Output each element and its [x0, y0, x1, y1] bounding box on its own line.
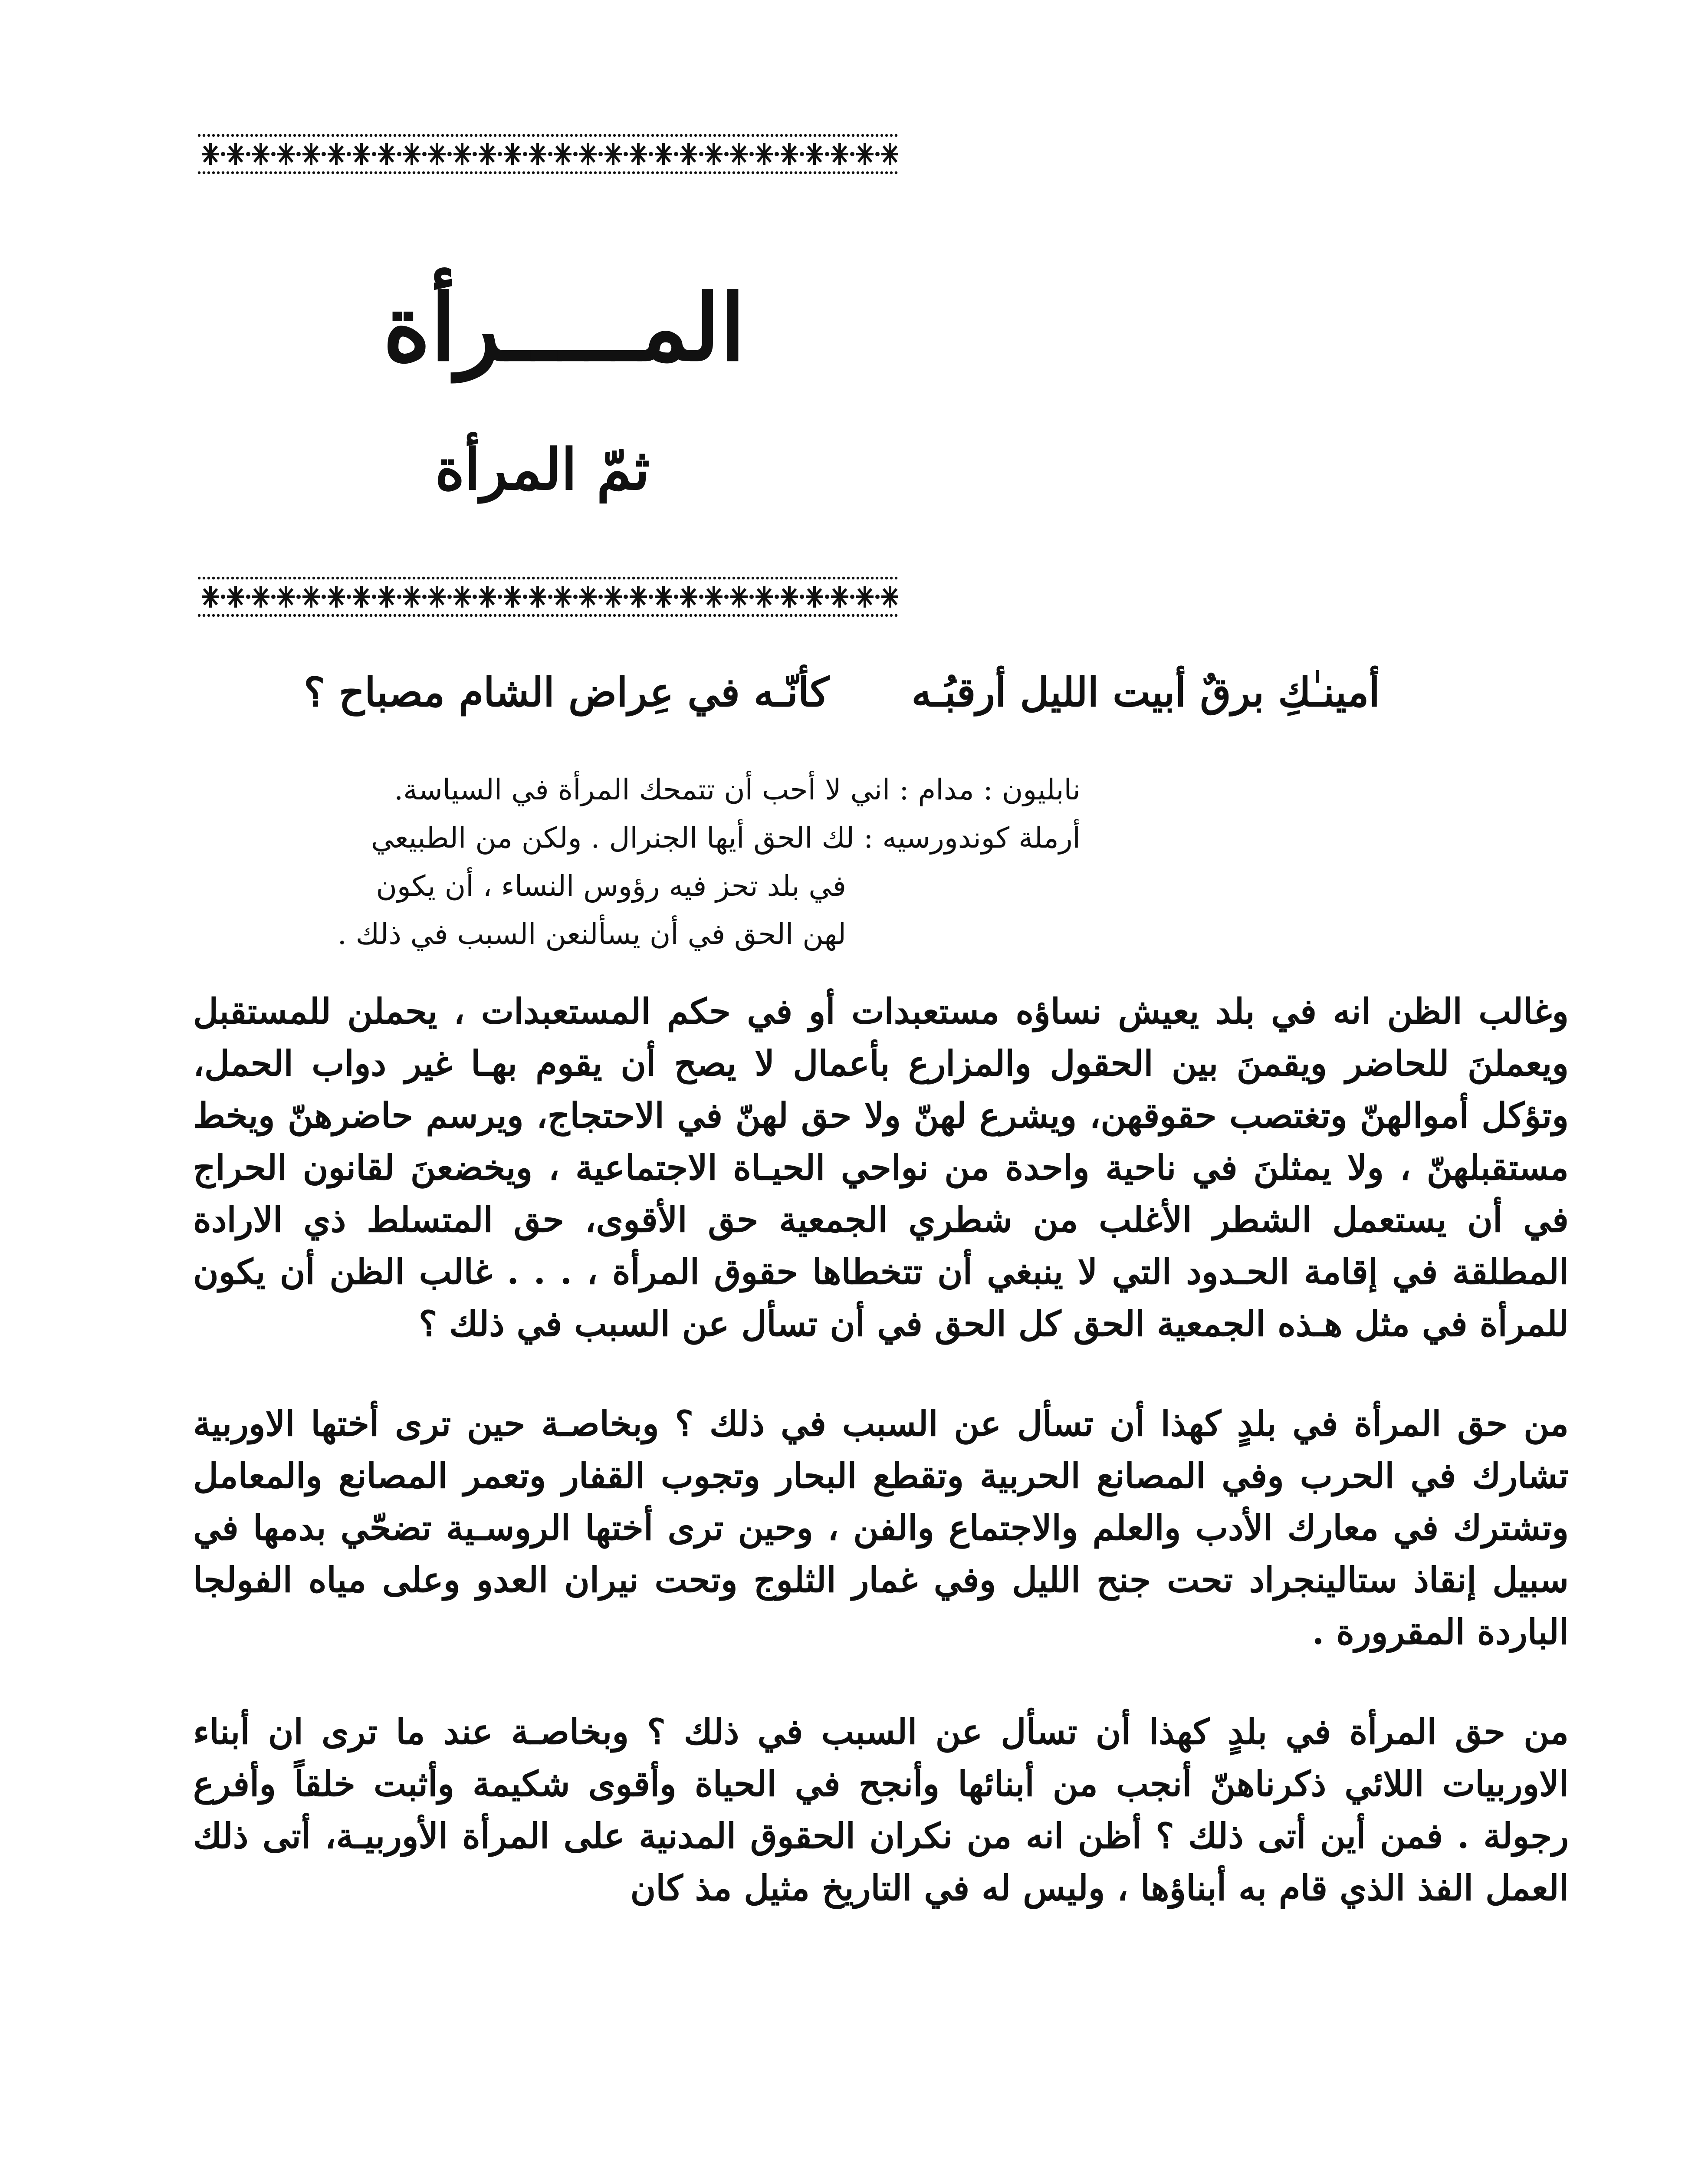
epigraph-dialogue — [278, 766, 1081, 959]
body-paragraph: وغالب الظن انه في بلد يعيش نساؤه مستعبدات أو في حكم المستعبدات ، يحملن للمستقبل ويعملنَ للحاضر ويقمنَ بين الحقول والمزارع بأعمال لا يصح أن يقوم بهـا غير دواب الحمل، وتؤكل أموالهنّ وتغتصب حقوقهن، ويشرع لهنّ ولا حق لهنّ في الاحتجاج، ويرسم حاضرهنّ ويخط مستقبلهنّ ، ولا يمثلنَ في ناحية واحدة من نواحي الحيـاة الاجتماعية ، ويخضعنَ لقانون الحراج في أن يستعمل الشطر الأغلب من شطري الجمعية حق الأقوى، حق المتسلط ذي الارادة المطلقة في إقامة الحـدود التي لا ينبغي أن تتخطاها حقوق المرأة ، . . . غالب الظن أن يكون للمرأة في مثل هـذه الجمعية الحق كل الحق في أن تسأل عن السبب في ذلك ؟ — [193, 991, 1569, 1344]
top-ornamental-border — [197, 130, 898, 178]
page-subtitle: ثمّ المرأة — [435, 436, 650, 503]
epigraph-line: لهن الحق في أن يسألنعن السبب في ذلك . — [337, 917, 846, 951]
bottom-ornamental-border — [197, 573, 898, 621]
verse-second-hemistich: كأنّـه في عِراض الشام مصباح ؟ — [304, 669, 829, 716]
epigraph-line: أرملة كوندورسيه : لك الحق أيها الجنرال . ولكن من الطبيعي — [371, 821, 1081, 855]
body-paragraph: من حق المرأة في بلدٍ كهذا أن تسأل عن السبب في ذلك ؟ وبخاصـة حين ترى أختها الاوربية تشارك في الحرب وفي المصانع الحربية وتقطع البحار وتجوب القفار وتعمر المصانع والمعامل وتشترك في معارك الأدب والعلم والاجتماع والفن ، وحين ترى أختها الروسـية تضحّي بدمها في سبيل إنقاذ ستالينجراد تحت جنح الليل وفي غمار الثلوج وتحت نيران العدو وعلى مياه الفولجا الباردة المقرورة . — [193, 1403, 1569, 1652]
ornament-pattern-icon — [197, 130, 898, 178]
epigraph-line: في بلد تحز فيه رؤوس النساء ، أن يكون — [376, 869, 846, 903]
ornament-pattern-icon — [197, 573, 898, 621]
body-text — [193, 985, 1569, 1962]
epigraph-line: نابليون : مدام : اني لا أحب أن تتمحك المرأة في السياسة. — [394, 773, 1081, 806]
page-title: المـــــرأة — [383, 274, 746, 381]
poetry-verse — [304, 668, 1380, 716]
verse-first-hemistich: أمينـٰكِ برقٌ أبيت الليل أرقبُـه — [911, 669, 1380, 716]
body-paragraph: من حق المرأة في بلدٍ كهذا أن تسأل عن السبب في ذلك ؟ وبخاصـة عند ما ترى ان أبناء الاوربيات اللائي ذكرناهنّ أنجب من أبنائها وأنجح في الحياة وأقوى شكيمة وأثبت خلقاً وأفرع رجولة . فمن أين أتى ذلك ؟ أظن انه من نكران الحقوق المدنية على المرأة الأوربيـة، أتى ذلك العمل الفذ الذي قام به أبناؤها ، وليس له في التاريخ مثيل مذ كان — [193, 1711, 1569, 1908]
